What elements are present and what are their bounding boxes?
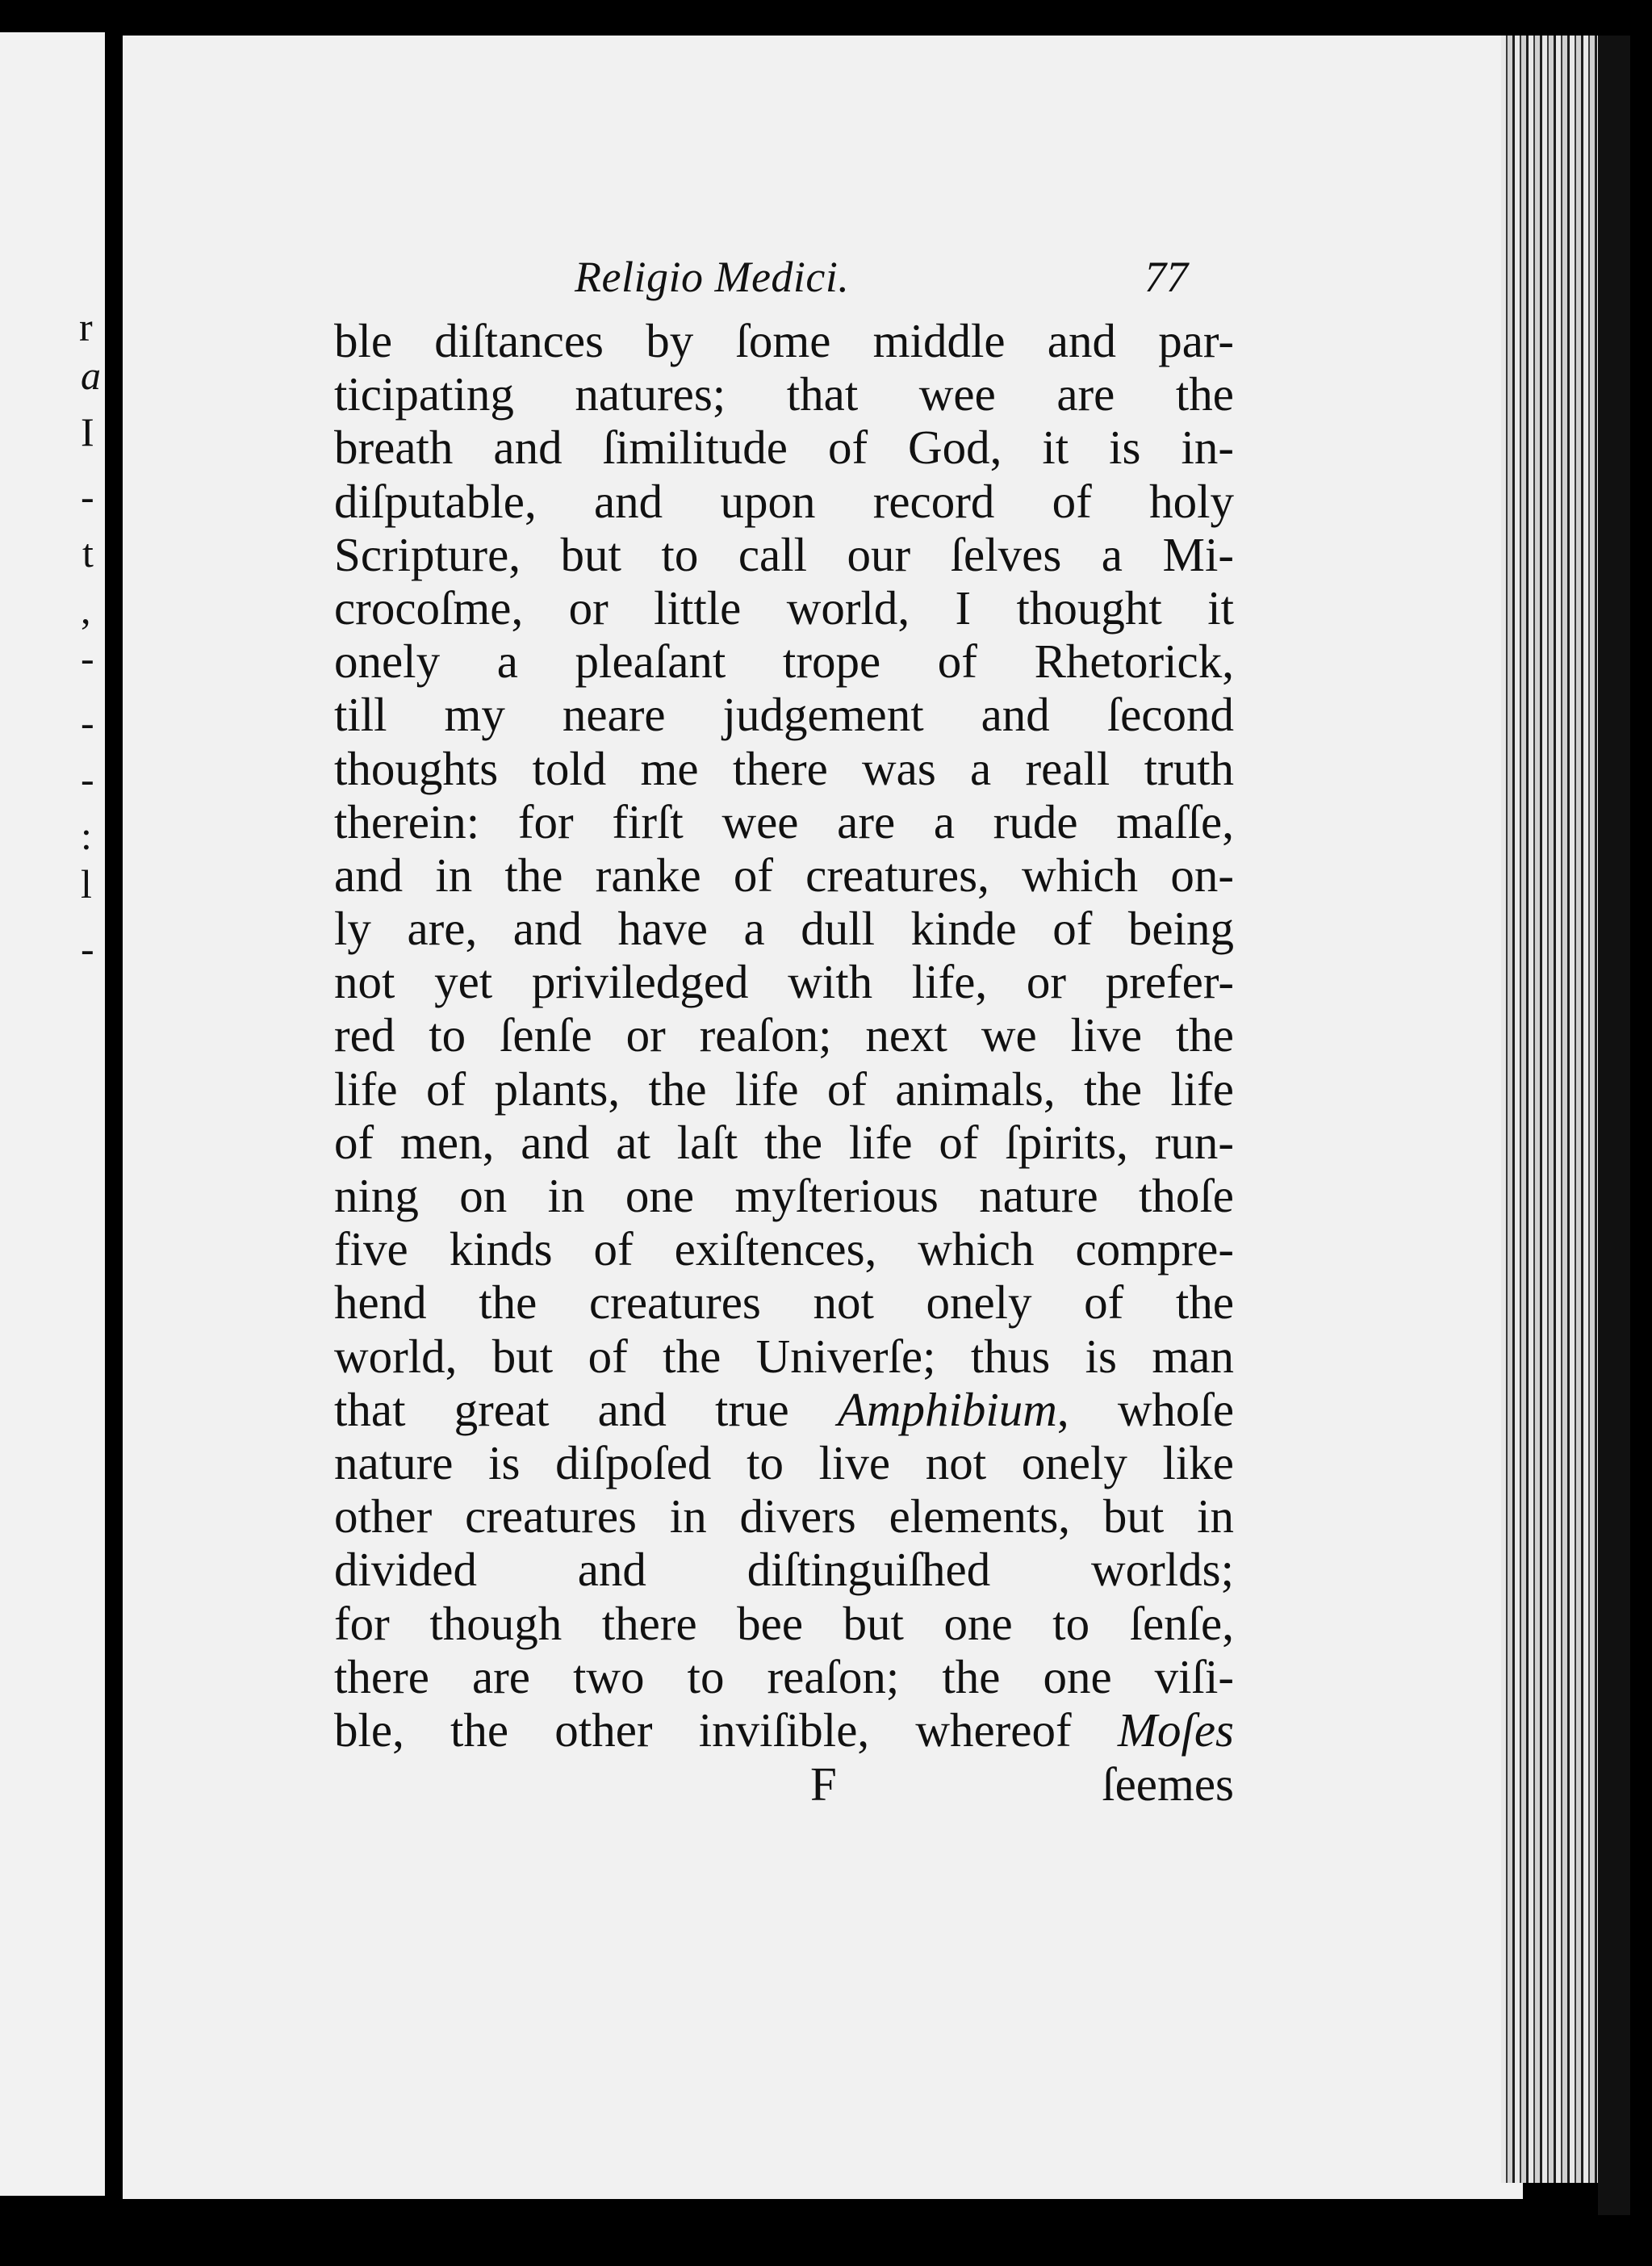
text-line: that great and true Amphibium, whoſe	[334, 1382, 1234, 1436]
text-line: onely a pleaſant trope of Rhetorick,	[334, 635, 1234, 689]
text-line: nature is diſpoſed to live not onely like	[334, 1435, 1234, 1489]
left-page-fragment: :	[81, 813, 92, 858]
text-line: life of plants, the life of animals, the life	[334, 1062, 1234, 1116]
text-line: red to ſenſe or reaſon; next we live the	[334, 1008, 1234, 1062]
text-line: ning on in one myſterious nature thoſe	[334, 1169, 1234, 1222]
text-line: hend the creatures not onely of the	[334, 1275, 1234, 1330]
text-line: therein: for firſt wee are a rude maſſe,	[334, 794, 1234, 848]
text-line: ly are, and have a dull kinde of being	[334, 902, 1234, 956]
left-page-fragment: -	[81, 926, 94, 971]
left-page-fragment: a	[81, 353, 101, 398]
left-page-fragment: t	[82, 530, 94, 576]
text-line: not yet priviledged with life, or prefer-	[334, 955, 1234, 1009]
text-line: there are two to reaſon; the one viſi-	[334, 1649, 1234, 1703]
text-line: and in the ranke of creatures, which on-	[334, 848, 1234, 902]
left-facing-page-edge	[0, 32, 105, 2196]
text-line: Scripture, but to call our ſelves a Mi-	[334, 527, 1234, 581]
left-page-fragment: -	[81, 700, 94, 745]
left-page-fragment: -	[81, 474, 94, 519]
body-text	[334, 314, 1234, 1757]
book-page	[123, 36, 1523, 2199]
left-page-fragment: r	[79, 304, 93, 350]
left-page-fragment: I	[81, 409, 94, 454]
page-footer	[334, 1757, 1234, 1813]
text-line: thoughts told me there was a reall truth	[334, 741, 1234, 795]
catchword: ſeemes	[1102, 1757, 1234, 1811]
text-line: breath and ſimilitude of God, it is in-	[334, 421, 1234, 475]
text-line: five kinds of exiſtences, which compre-	[334, 1222, 1234, 1276]
text-line: world, but of the Univerſe; thus is man	[334, 1329, 1234, 1383]
text-line: ticipating natures; that wee are the	[334, 367, 1234, 421]
italic-term: Moſes	[1117, 1703, 1234, 1757]
left-page-fragment: -	[81, 756, 94, 802]
text-line: other creatures in divers elements, but in	[334, 1489, 1234, 1543]
text-line: diſputable, and upon record of holy	[334, 474, 1234, 528]
text-line: ble, the other inviſible, whereof Moſes	[334, 1703, 1234, 1757]
text-line: for though there bee but one to ſenſe,	[334, 1596, 1234, 1650]
text-line: of men, and at laſt the life of ſpirits, run-	[334, 1115, 1234, 1169]
book-edge-shadow	[1598, 36, 1630, 2215]
text-line: till my neare judgement and ſecond	[334, 688, 1234, 742]
left-page-fragment: ,	[81, 587, 91, 632]
page-number: 77	[1144, 253, 1188, 301]
signature-mark: F	[810, 1757, 837, 1811]
italic-term: Amphibium	[837, 1382, 1057, 1436]
text-line: crocoſme, or little world, I thought it	[334, 580, 1234, 635]
left-page-fragment: -	[81, 635, 94, 681]
running-title: Religio Medici.	[575, 253, 850, 301]
text-line: divided and diſtinguiſhed worlds;	[334, 1543, 1234, 1597]
text-line: ble diſtances by ſome middle and par-	[334, 314, 1234, 367]
left-page-fragment: l	[81, 861, 92, 907]
page-edge-stack	[1501, 36, 1598, 2183]
